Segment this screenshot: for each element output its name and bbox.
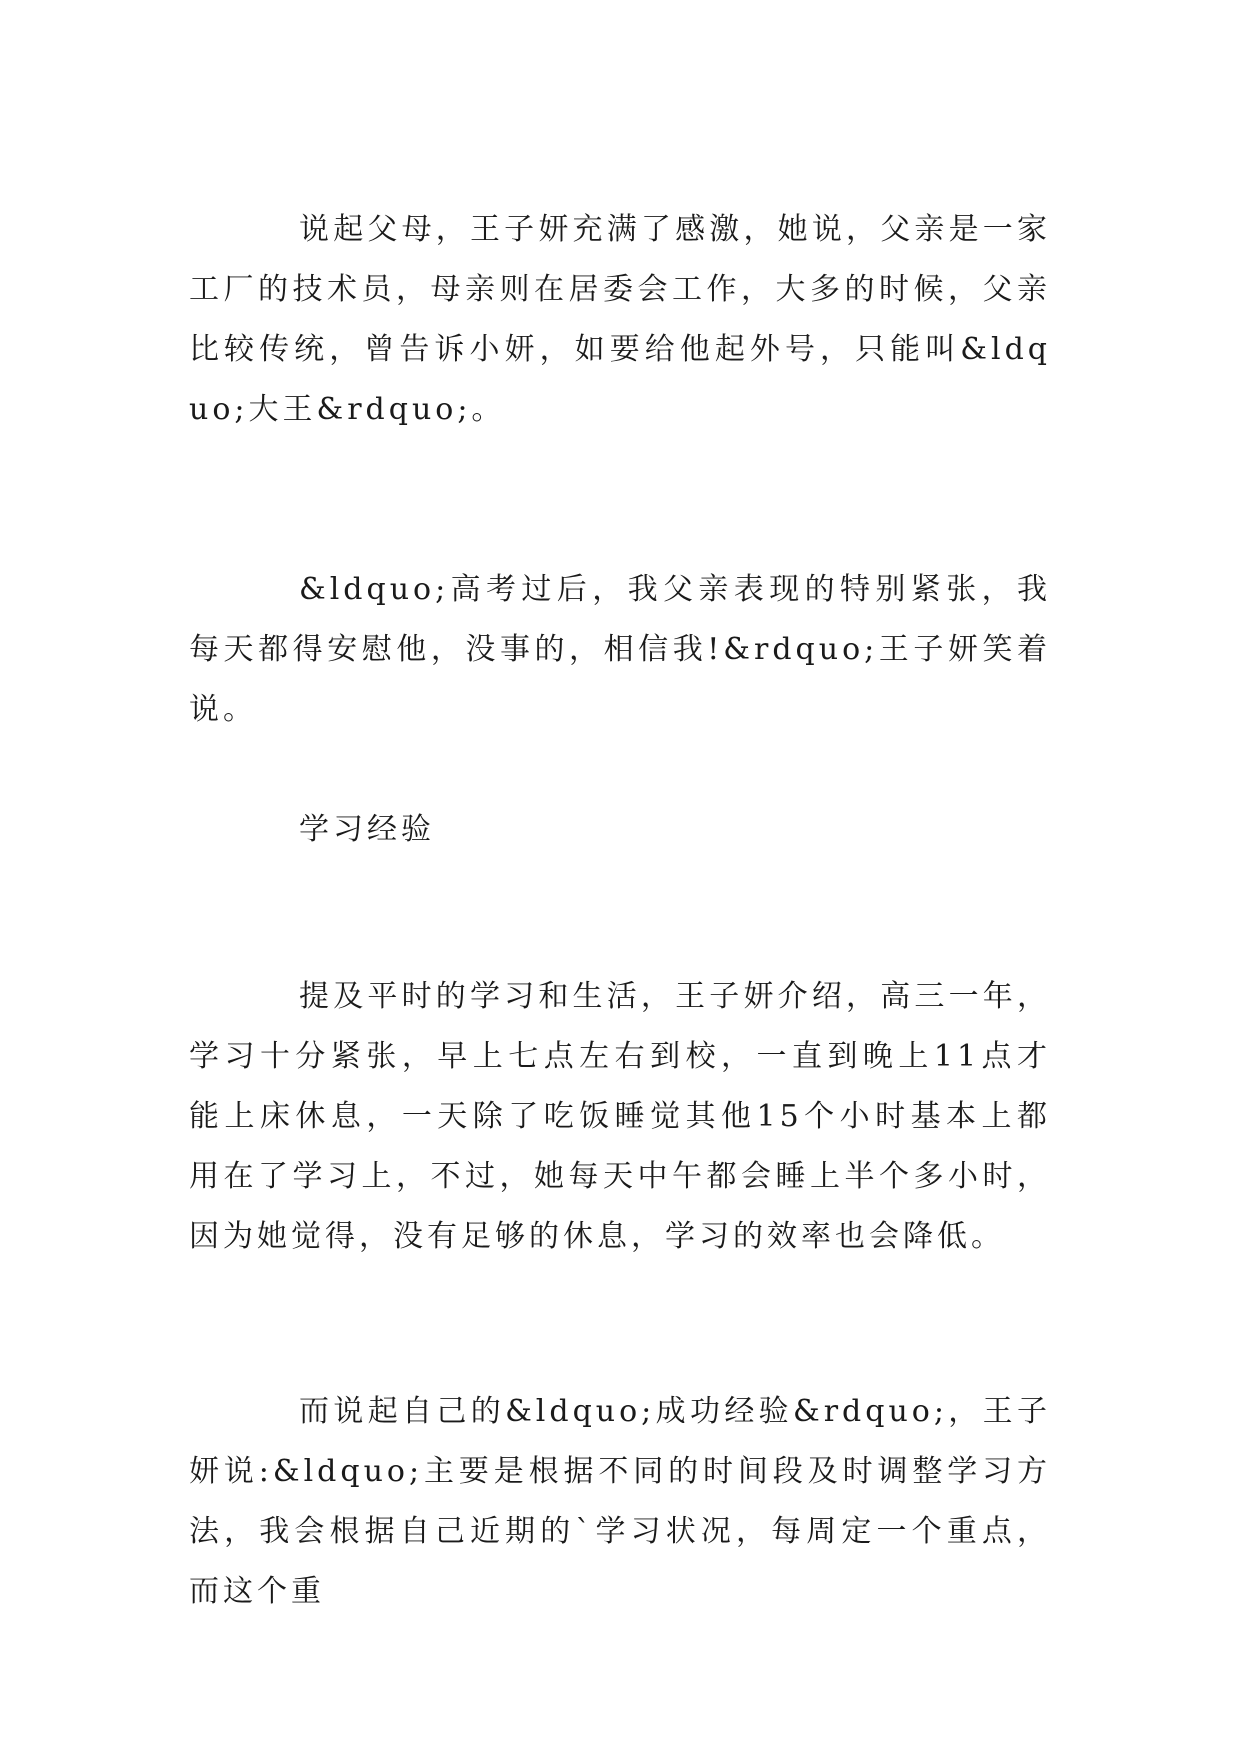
- paragraph-after-exam: &ldquo;高考过后，我父亲表现的特别紧张，我每天都得安慰他，没事的，相信我!&rdquo;王子妍笑着说。: [189, 572, 1051, 727]
- paragraph-success-experience: 而说起自己的&ldquo;成功经验&rdquo;，王子妍说:&ldquo;主要是根据不同的时间段及时调整学习方法，我会根据自己近期的`学习状况，每周定一个重点，而这个重: [189, 1394, 1051, 1609]
- paragraph-daily-study: 提及平时的学习和生活，王子妍介绍，高三一年，学习十分紧张，早上七点左右到校，一直到晚上11点才能上床休息，一天除了吃饭睡觉其他15个小时基本上都用在了学习上，不过，她每天中午都会睡上半个多小时，因为她觉得，没有足够的休息，学习的效率也会降低。: [189, 979, 1051, 1254]
- section-heading-study-experience: 学习经验: [299, 812, 435, 847]
- paragraph-parents: 说起父母，王子妍充满了感激，她说，父亲是一家工厂的技术员，母亲则在居委会工作，大多的时候，父亲比较传统，曾告诉小妍，如要给他起外号，只能叫&ldquo;大王&rdquo;。: [189, 212, 1051, 427]
